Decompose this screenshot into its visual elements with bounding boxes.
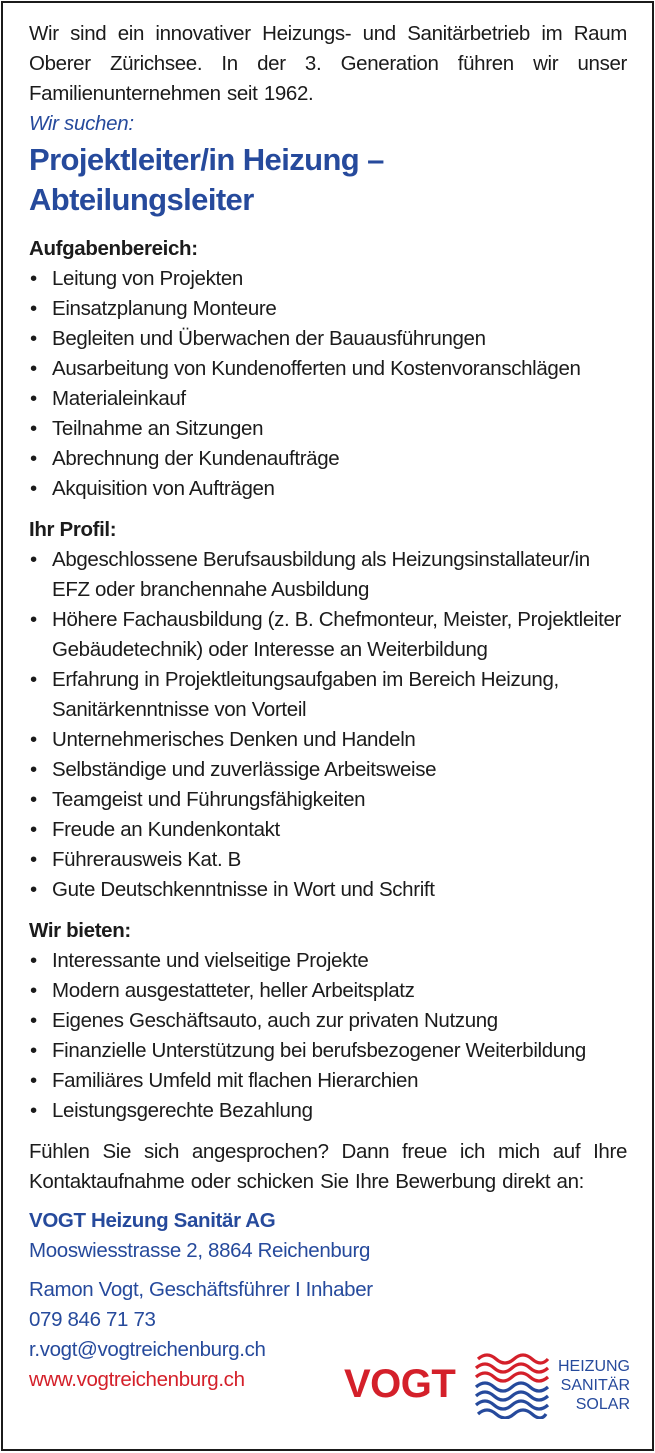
logo-service-solar: SOLAR bbox=[575, 1396, 630, 1413]
profile-heading: Ihr Profil: bbox=[29, 518, 117, 541]
list-item-text: Abgeschlossene Berufsausbildung als Heizungsinstallateur/in EFZ oder branchennahe Ausbildung bbox=[52, 548, 590, 601]
list-item-text: Unternehmerisches Denken und Handeln bbox=[52, 728, 416, 751]
bullet-icon: • bbox=[30, 387, 37, 410]
seeking-label: Wir suchen: bbox=[29, 112, 134, 135]
bullet-icon: • bbox=[30, 608, 37, 631]
bullet-icon: • bbox=[30, 818, 37, 841]
bullet-icon: • bbox=[30, 297, 37, 320]
offer-list bbox=[29, 946, 627, 1126]
contact-email[interactable]: r.vogt@vogtreichenburg.ch bbox=[29, 1338, 266, 1361]
bullet-icon: • bbox=[30, 668, 37, 691]
tasks-heading: Aufgabenbereich: bbox=[29, 237, 198, 260]
list-item bbox=[29, 264, 627, 294]
list-item bbox=[29, 354, 627, 384]
wave-line-red-2 bbox=[476, 1364, 548, 1372]
list-item-text: Teilnahme an Sitzungen bbox=[52, 417, 264, 440]
list-item-text: Erfahrung in Projektleitungsaufgaben im Bereich Heizung, Sanitärkenntnisse von Vorteil bbox=[52, 668, 559, 721]
logo-service-sanitary: SANITÄR bbox=[560, 1377, 630, 1394]
job-title bbox=[29, 140, 627, 220]
list-item-text: Einsatzplanung Monteure bbox=[52, 297, 277, 320]
list-item-text: Begleiten und Überwachen der Bauausführungen bbox=[52, 327, 486, 350]
list-item bbox=[29, 1036, 627, 1066]
logo-service-heating: HEIZUNG bbox=[558, 1358, 630, 1375]
list-item bbox=[29, 845, 627, 875]
contact-person: Ramon Vogt, Geschäftsführer I Inhaber bbox=[29, 1278, 373, 1301]
closing-text: Fühlen Sie sich angesprochen? Dann freue ich mich auf Ihre Kontaktaufnahme oder schicken Sie Ihre Bewerbung direkt an: bbox=[29, 1140, 627, 1193]
wave-line-blue-3 bbox=[476, 1401, 548, 1409]
list-item-text: Führerausweis Kat. B bbox=[52, 848, 241, 871]
list-item bbox=[29, 384, 627, 414]
bullet-icon: • bbox=[30, 728, 37, 751]
company-address: Mooswiesstrasse 2, 8864 Reichenburg bbox=[29, 1239, 370, 1262]
list-item bbox=[29, 755, 627, 785]
bullet-icon: • bbox=[30, 1009, 37, 1032]
bullet-icon: • bbox=[30, 848, 37, 871]
profile-list bbox=[29, 545, 627, 905]
job-advertisement bbox=[1, 1, 654, 1451]
list-item-text: Materialeinkauf bbox=[52, 387, 186, 410]
bullet-icon: • bbox=[30, 357, 37, 380]
list-item-text: Höhere Fachausbildung (z. B. Chefmonteur, Meister, Projektleiter Gebäudetechnik) oder Interesse an Weiterbildung bbox=[52, 608, 621, 661]
logo-wordmark: VOGT bbox=[344, 1362, 456, 1406]
list-item-text: Ausarbeitung von Kundenofferten und Kostenvoranschlägen bbox=[52, 357, 581, 380]
list-item-text: Selbständige und zuverlässige Arbeitsweise bbox=[52, 758, 437, 781]
company-intro: Wir sind ein innovativer Heizungs- und Sanitärbetrieb im Raum Oberer Zürichsee. In der 3. Generation führen wir unser Familienunternehmen seit 1962. bbox=[29, 22, 627, 105]
list-item-text: Modern ausgestatteter, heller Arbeitsplatz bbox=[52, 979, 415, 1002]
list-item bbox=[29, 815, 627, 845]
list-item bbox=[29, 414, 627, 444]
wave-logo-icon bbox=[474, 1349, 550, 1419]
list-item bbox=[29, 946, 627, 976]
list-item bbox=[29, 725, 627, 755]
vogt-logo bbox=[344, 1349, 630, 1419]
bullet-icon: • bbox=[30, 949, 37, 972]
list-item bbox=[29, 1066, 627, 1096]
list-item-text: Freude an Kundenkontakt bbox=[52, 818, 280, 841]
bullet-icon: • bbox=[30, 267, 37, 290]
logo-services bbox=[558, 1357, 630, 1414]
list-item bbox=[29, 474, 627, 504]
bullet-icon: • bbox=[30, 979, 37, 1002]
bullet-icon: • bbox=[30, 417, 37, 440]
job-title-line-1: Projektleiter/in Heizung – bbox=[29, 142, 384, 177]
bullet-icon: • bbox=[30, 758, 37, 781]
bullet-icon: • bbox=[30, 447, 37, 470]
list-item-text: Akquisition von Aufträgen bbox=[52, 477, 275, 500]
wave-line-blue-1 bbox=[476, 1383, 548, 1391]
list-item-text: Eigenes Geschäftsauto, auch zur privaten Nutzung bbox=[52, 1009, 498, 1032]
contact-phone[interactable]: 079 846 71 73 bbox=[29, 1308, 156, 1331]
tasks-list bbox=[29, 264, 627, 504]
list-item-text: Teamgeist und Führungsfähigkeiten bbox=[52, 788, 366, 811]
bullet-icon: • bbox=[30, 1069, 37, 1092]
list-item-text: Familiäres Umfeld mit flachen Hierarchien bbox=[52, 1069, 419, 1092]
list-item-text: Finanzielle Unterstützung bei berufsbezogener Weiterbildung bbox=[52, 1039, 586, 1062]
list-item bbox=[29, 1096, 627, 1126]
wave-line-red-3 bbox=[476, 1373, 548, 1381]
list-item bbox=[29, 605, 627, 665]
list-item-text: Leistungsgerechte Bezahlung bbox=[52, 1099, 313, 1122]
list-item bbox=[29, 785, 627, 815]
bullet-icon: • bbox=[30, 788, 37, 811]
list-item-text: Gute Deutschkenntnisse in Wort und Schrift bbox=[52, 878, 435, 901]
list-item-text: Leitung von Projekten bbox=[52, 267, 243, 290]
list-item bbox=[29, 545, 627, 605]
wave-line-red-1 bbox=[478, 1355, 548, 1363]
list-item-text: Abrechnung der Kundenaufträge bbox=[52, 447, 340, 470]
bullet-icon: • bbox=[30, 548, 37, 571]
wave-line-blue-4 bbox=[478, 1410, 546, 1418]
job-title-line-2: Abteilungsleiter bbox=[29, 182, 254, 217]
list-item bbox=[29, 324, 627, 354]
list-item bbox=[29, 875, 627, 905]
list-item bbox=[29, 976, 627, 1006]
list-item bbox=[29, 294, 627, 324]
bullet-icon: • bbox=[30, 878, 37, 901]
company-name: VOGT Heizung Sanitär AG bbox=[29, 1209, 276, 1232]
list-item bbox=[29, 444, 627, 474]
list-item bbox=[29, 1006, 627, 1036]
list-item bbox=[29, 665, 627, 725]
bullet-icon: • bbox=[30, 1039, 37, 1062]
bullet-icon: • bbox=[30, 1099, 37, 1122]
bullet-icon: • bbox=[30, 327, 37, 350]
website-link[interactable]: www.vogtreichenburg.ch bbox=[29, 1368, 245, 1391]
list-item-text: Interessante und vielseitige Projekte bbox=[52, 949, 369, 972]
bullet-icon: • bbox=[30, 477, 37, 500]
wave-line-blue-2 bbox=[476, 1392, 548, 1400]
offer-heading: Wir bieten: bbox=[29, 919, 131, 942]
